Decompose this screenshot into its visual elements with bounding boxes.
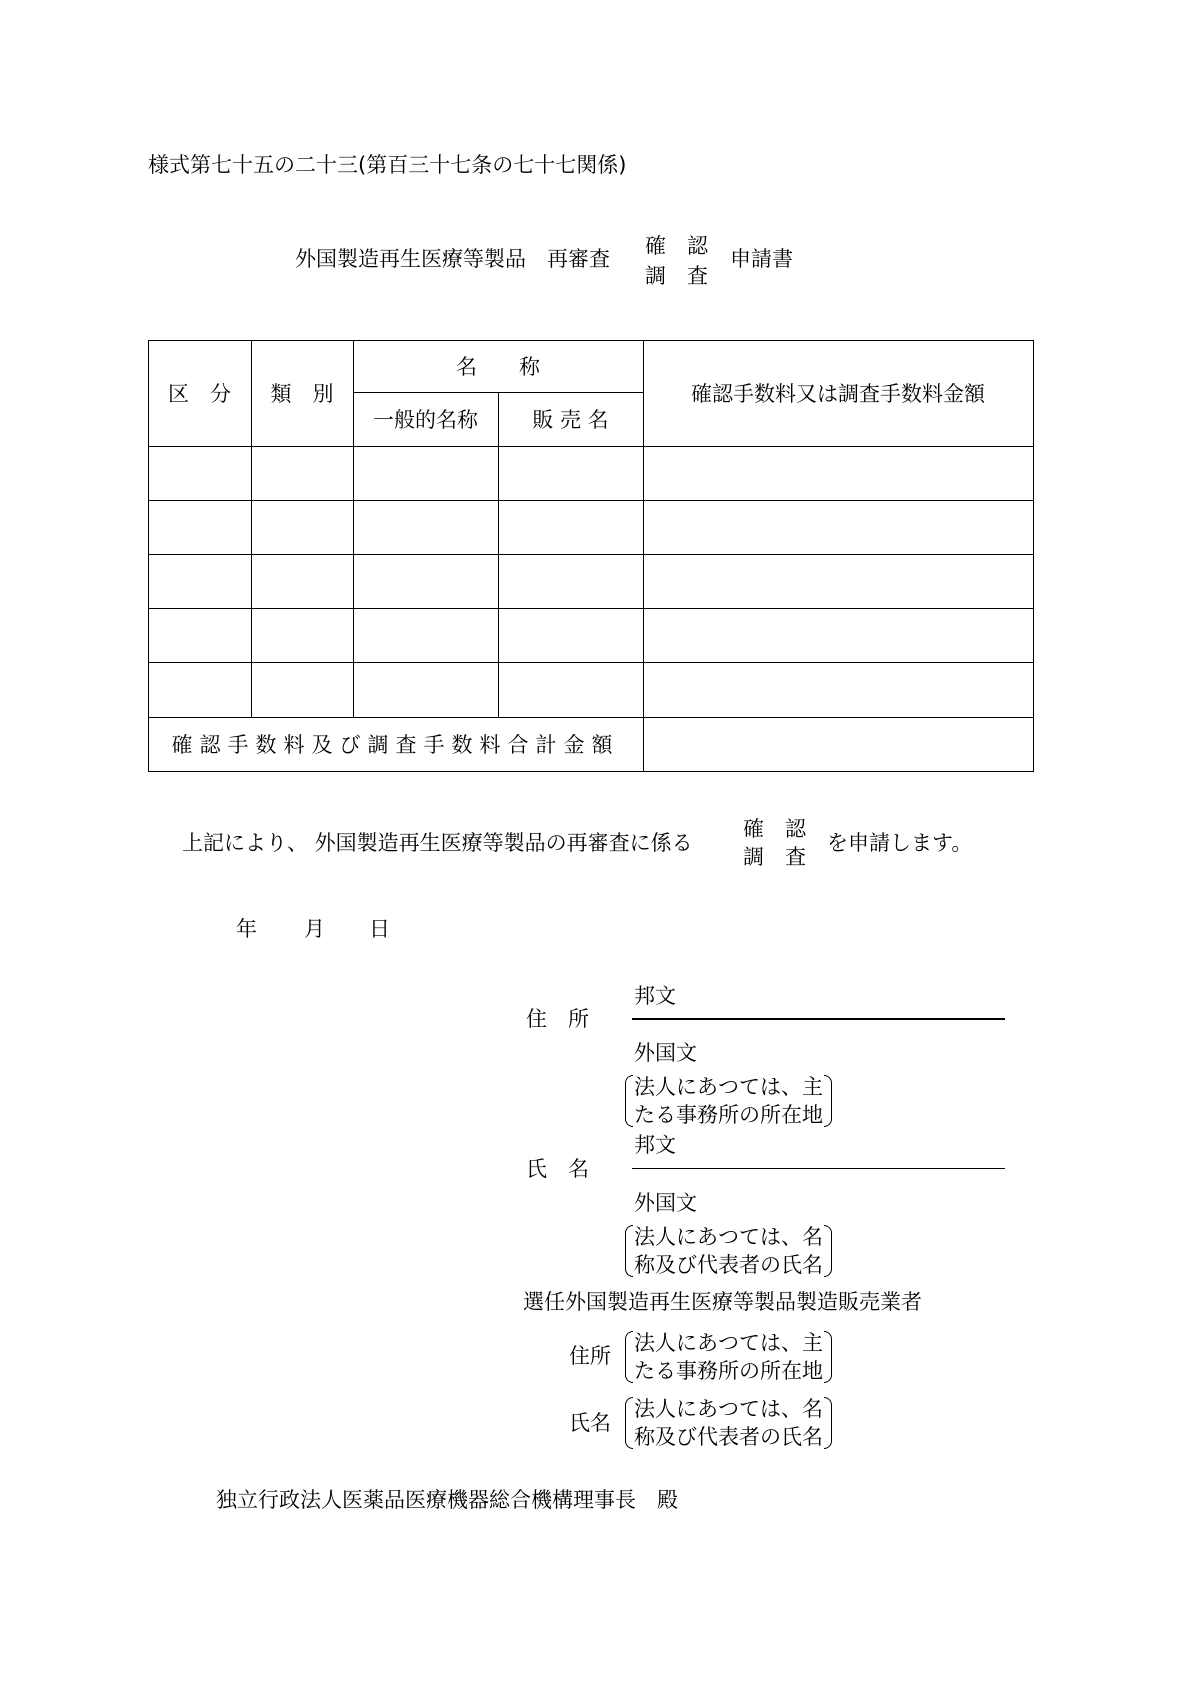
table-cell-type[interactable] [251, 608, 353, 662]
table-cell-brand-name[interactable] [498, 554, 643, 608]
address-line[interactable] [632, 1018, 1005, 1020]
statement-option-investigate: 調 査 [743, 845, 806, 869]
name-note [634, 1223, 823, 1279]
table-cell-category[interactable] [148, 500, 251, 554]
table-cell-generic-name[interactable] [353, 608, 498, 662]
agent-address-note-line2: たる事務所の所在地 [634, 1359, 823, 1383]
date-month: 月 [304, 917, 325, 941]
table-cell-type[interactable] [251, 446, 353, 500]
table-cell-category[interactable] [148, 554, 251, 608]
header-fee: 確認手数料又は調査手数料金額 [691, 382, 985, 406]
header-generic-name: 一般的名称 [373, 408, 478, 432]
agent-name-label: 氏名 [569, 1411, 611, 1435]
address-foreign-label: 外国文 [634, 1041, 697, 1065]
addressee: 独立行政法人医薬品医療機器総合機構理事長 殿 [216, 1488, 678, 1512]
statement-suffix: を申請します。 [827, 831, 973, 855]
form-number: 様式第七十五の二十三(第百三十七条の七十七関係) [148, 153, 627, 177]
name-foreign-label: 外国文 [634, 1191, 697, 1215]
total-value[interactable] [643, 717, 1033, 771]
date-day: 日 [369, 917, 390, 941]
table-cell-brand-name[interactable] [498, 662, 643, 716]
agent-name-note-line2: 称及び代表者の氏名 [634, 1425, 823, 1449]
agent-address-label: 住所 [569, 1344, 611, 1368]
name-line[interactable] [632, 1168, 1005, 1169]
table-cell-type[interactable] [251, 554, 353, 608]
address-japanese-label: 邦文 [634, 984, 676, 1008]
table-cell-category[interactable] [148, 446, 251, 500]
header-category: 区 分 [168, 382, 231, 406]
name-note-line2: 称及び代表者の氏名 [634, 1253, 823, 1277]
date-year: 年 [236, 917, 257, 941]
agent-name-note [634, 1395, 823, 1451]
name-note-line1: 法人にあつては、名 [634, 1225, 823, 1249]
header-brand-name: 販 売 名 [532, 408, 609, 432]
table-cell-category[interactable] [148, 608, 251, 662]
title-option-confirm: 確 認 [645, 234, 708, 258]
table-cell-generic-name[interactable] [353, 446, 498, 500]
statement-option-confirm: 確 認 [743, 817, 806, 841]
table-cell-brand-name[interactable] [498, 608, 643, 662]
address-label: 住 所 [526, 1007, 589, 1031]
statement-prefix: 上記により、 外国製造再生医療等製品の再審査に係る [182, 831, 693, 855]
table-cell-type[interactable] [251, 662, 353, 716]
agent-heading: 選任外国製造再生医療等製品製造販売業者 [523, 1290, 922, 1314]
table-cell-type[interactable] [251, 500, 353, 554]
title-suffix: 申請書 [730, 247, 793, 271]
name-japanese-label: 邦文 [634, 1133, 676, 1157]
table-cell-generic-name[interactable] [353, 662, 498, 716]
table-cell-fee[interactable] [643, 500, 1033, 554]
table-cell-category[interactable] [148, 662, 251, 716]
agent-address-note [634, 1329, 823, 1385]
agent-name-note-line1: 法人にあつては、名 [634, 1397, 823, 1421]
address-note [634, 1073, 823, 1129]
table-cell-fee[interactable] [643, 608, 1033, 662]
header-type: 類 別 [270, 382, 334, 406]
table-cell-fee[interactable] [643, 662, 1033, 716]
total-label: 確認手数料及び調査手数料合計金額 [171, 733, 620, 757]
address-note-line2: たる事務所の所在地 [634, 1103, 823, 1127]
table-cell-generic-name[interactable] [353, 554, 498, 608]
table-cell-generic-name[interactable] [353, 500, 498, 554]
table-cell-fee[interactable] [643, 446, 1033, 500]
table-cell-brand-name[interactable] [498, 500, 643, 554]
name-label: 氏 名 [526, 1157, 589, 1181]
title-option-investigate: 調 査 [645, 264, 708, 288]
title-main: 外国製造再生医療等製品 再審査 [295, 247, 610, 271]
agent-address-note-line1: 法人にあつては、主 [634, 1331, 823, 1355]
table-cell-brand-name[interactable] [498, 446, 643, 500]
header-name: 名 称 [456, 355, 540, 379]
table-cell-fee[interactable] [643, 554, 1033, 608]
address-note-line1: 法人にあつては、主 [634, 1075, 823, 1099]
